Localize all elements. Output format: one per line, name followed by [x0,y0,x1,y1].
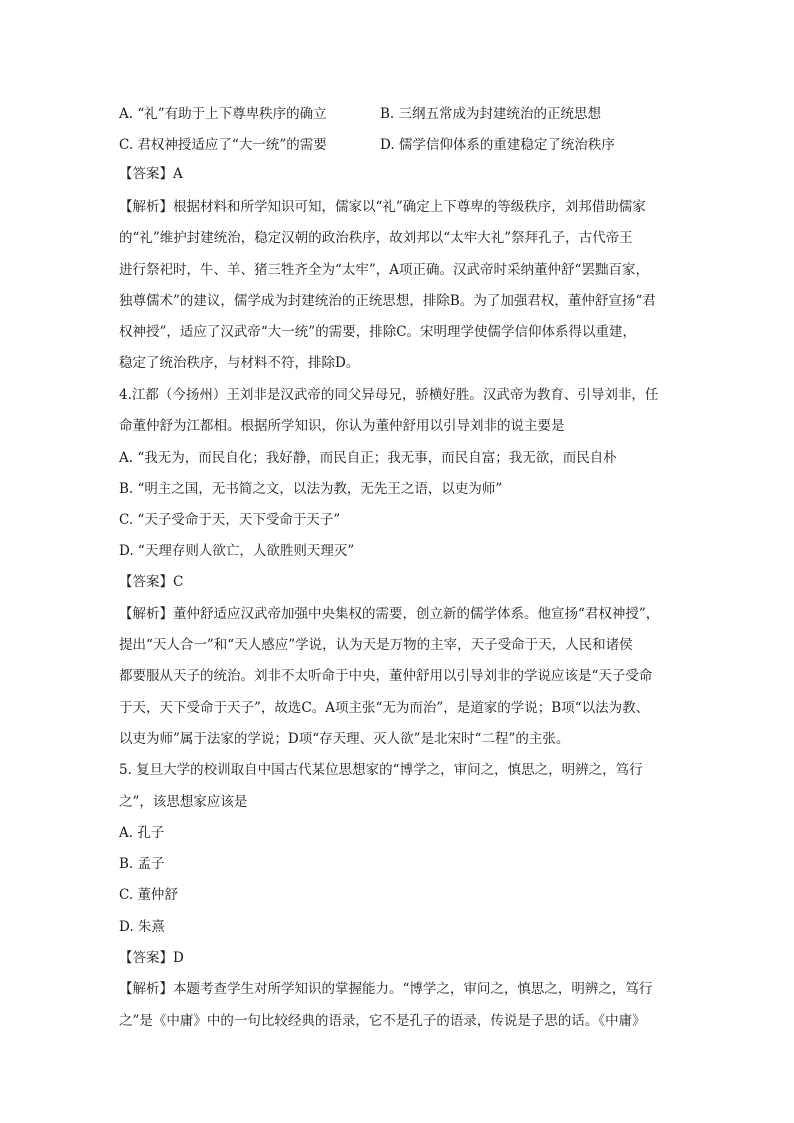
q3-analysis-line: 独尊儒术”的建议，儒学成为封建统治的正统思想，排除B。为了加强君权，董仲舒宣扬“君 [119,293,656,309]
q5-option-c: C. 董仲舒 [119,887,178,903]
q4-option-d: D. “天理存则人欲亡，人欲胜则天理灭” [119,543,355,559]
q4-analysis-line: 【解析】董仲舒适应汉武帝加强中央集权的需要，创立新的儒学体系。他宣扬“君权神授”， [119,606,660,622]
q5-option-d: D. 朱熹 [119,919,165,935]
q3-analysis-line: 权神授”，适应了汉武帝“大一统”的需要，排除C。宋明理学使儒学信仰体系得以重建， [119,324,637,340]
q5-stem-line: 之”，该思想家应该是 [119,794,248,810]
q5-analysis-line: 之”是《中庸》中的一句比较经典的语录，它不是孔子的语录，传说是子思的话。《中庸》 [119,1013,646,1029]
q5-option-b: B. 孟子 [119,856,165,872]
q3-analysis-line: 稳定了统治秩序，与材料不符，排除D。 [119,355,360,371]
q3-option-c: C. 君权神授适应了“大一统”的需要 [119,137,327,153]
q4-analysis-line: 都要服从天子的统治。刘非不太听命于中央，董仲舒用以引导刘非的学说应该是“天子受命 [119,668,653,684]
q5-option-a: A. 孔子 [119,825,165,841]
q4-option-b: B. “明主之国，无书简之文，以法为教，无先王之语，以吏为师” [119,481,503,497]
q4-answer: 【答案】C [119,574,184,590]
q4-option-a: A. “我无为，而民自化；我好静，而民自正；我无事，而民自富；我无欲，而民自朴 [119,450,617,466]
q3-option-a: A. “礼”有助于上下尊卑秩序的确立 [119,106,327,122]
q3-analysis-line: 进行祭祀时，牛、羊、猪三牲齐全为“太牢”，A项正确。汉武帝时采纳董仲舒“罢黜百家， [119,262,649,278]
q3-answer: 【答案】A [119,166,183,182]
q3-analysis-line: 【解析】根据材料和所学知识可知，儒家以“礼”确定上下尊卑的等级秩序，刘邦借助儒家 [119,199,646,215]
q4-analysis-line: 以吏为师”属于法家的学说；D项“存天理、灭人欲”是北宋时“二程”的主张。 [119,731,570,747]
q3-options-row-1 [119,104,679,124]
q4-stem-line: 命董仲舒为江都相。根据所学知识，你认为董仲舒用以引导刘非的说主要是 [119,418,565,434]
q3-option-d: D. 儒学信仰体系的重建稳定了统治秩序 [380,137,615,153]
q4-analysis-line: 提出“天人合一”和“天人感应”学说，认为天是万物的主宰，天子受命于天，人民和诸侯 [119,637,633,653]
q4-analysis-line: 于天，天下受命于天子”，故选C。A项主张“无为而治”，是道家的学说；B项“以法为教、 [119,700,650,716]
q5-analysis-line: 【解析】本题考查学生对所学知识的掌握能力。“博学之，审问之，慎思之，明辨之，笃行 [119,981,653,997]
q5-stem-line: 5. 复旦大学的校训取自中国古代某位思想家的“博学之，审问之，慎思之，明辨之，笃行 [119,762,643,778]
q3-analysis-line: 的“礼”维护封建统治，稳定汉朝的政治秩序，故刘邦以“太牢大礼”祭拜孔子，古代帝王 [119,230,633,246]
q5-answer: 【答案】D [119,950,184,966]
q3-option-b: B. 三纲五常成为封建统治的正统思想 [380,106,602,122]
q3-options-row-2 [119,135,679,155]
q4-option-c: C. “天子受命于天，天下受命于天子” [119,512,341,528]
q4-stem-line: 4.江都（今扬州）王刘非是汉武帝的同父异母兄，骄横好胜。汉武帝为教育、引导刘非，任 [119,387,659,403]
